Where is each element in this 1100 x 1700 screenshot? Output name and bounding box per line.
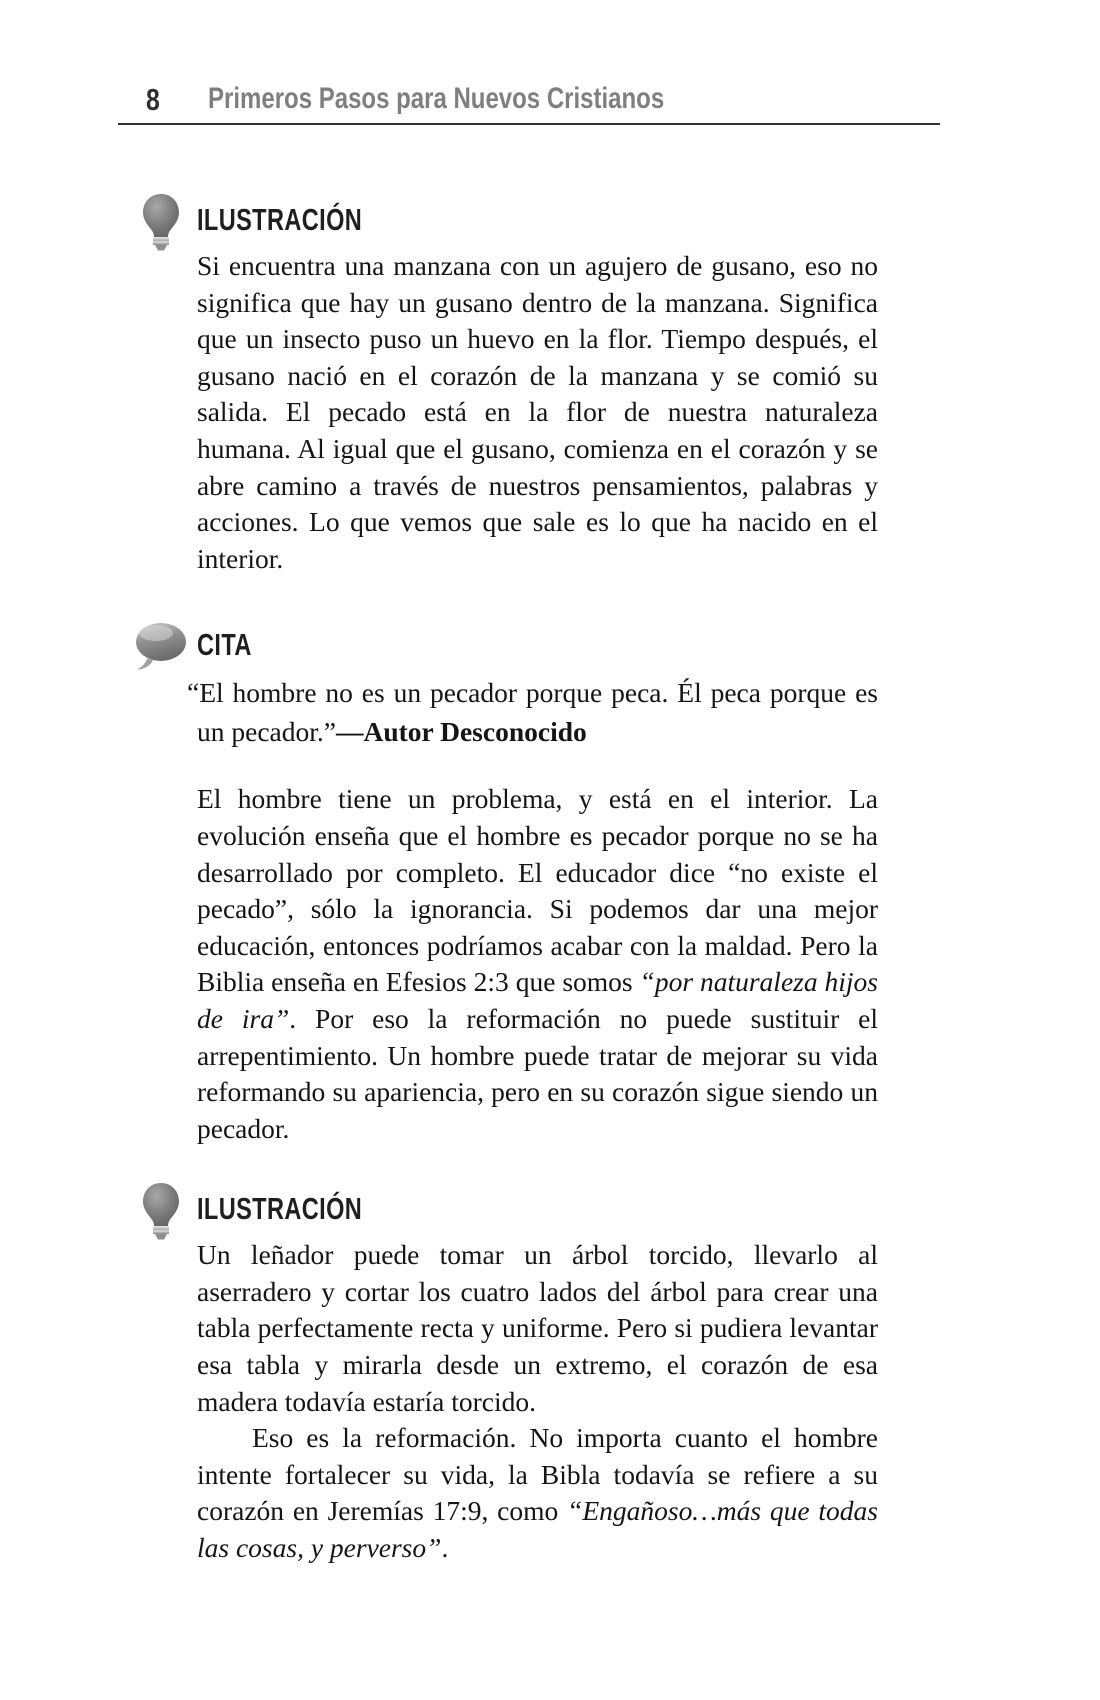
cita-quote-text: “El hombre no es un pecador porque peca. Él peca porque es un pecador.” bbox=[187, 677, 878, 748]
lightbulb-icon bbox=[141, 192, 181, 259]
lightbulb-icon bbox=[141, 1181, 181, 1248]
reformation-paragraph bbox=[197, 781, 878, 1147]
cita-section bbox=[187, 627, 878, 751]
illustration-2-heading-row bbox=[197, 1191, 878, 1231]
running-header bbox=[0, 82, 1100, 126]
cita-heading-row bbox=[197, 627, 878, 667]
illustration-1-heading: ILUSTRACIÓN bbox=[197, 202, 363, 237]
illustration-2-para2-text: Eso es la reformación. No importa cuanto el hombre intente fortalecer su vida, la Bibla todavía se refiere a su corazón en Jeremías 17:9, como bbox=[197, 1422, 878, 1527]
reformation-scripture-italic: “por naturaleza hijos de ira” bbox=[197, 966, 879, 1034]
illustration-section-1 bbox=[197, 202, 878, 577]
cita-attribution: —Autor Desconocido bbox=[335, 716, 587, 748]
header-rule bbox=[118, 123, 940, 125]
illustration-2-paragraph-2 bbox=[197, 1420, 878, 1566]
illustration-2-heading: ILUSTRACIÓN bbox=[197, 1191, 363, 1227]
illustration-1-heading-row bbox=[197, 202, 878, 242]
book-title: Primeros Pasos para Nuevos Cristianos bbox=[208, 82, 665, 115]
illustration-2-scripture-italic: “Engañoso…más que todas las cosas, y perverso” bbox=[197, 1495, 878, 1564]
cita-heading: CITA bbox=[197, 627, 252, 663]
illustration-1-paragraph: Si encuentra una manzana con un agujero de gusano, eso no significa que hay un gusano dentro de la manzana. Significa que un insecto puso un huevo en la flor. Tiempo después, el gusano nació en el corazón de la manzana y se comió su salida. El pecado está en la flor de nuestra naturaleza humana. Al igual que el gusano, comienza en el corazón y se abre camino a través de nuestros pensamientos, palabras y acciones. Lo que vemos que sale es lo que ha nacido en el interior. bbox=[197, 250, 878, 574]
page-content bbox=[187, 202, 879, 1567]
reformation-part1: El hombre tiene un problema, y está en el interior. La evolución enseña que el hombre es pecador porque no se ha desarrollado por completo. El educador dice “no existe el pecado”, sólo la ignorancia. Si podemos dar una mejor educación, entonces podríamos acabar con la maldad. Pero la Biblia enseña en Efesios 2:3 que somos bbox=[197, 783, 878, 998]
illustration-2-para2-end: . bbox=[441, 1532, 449, 1564]
reformation-part2: . Por eso la reformación no puede sustituir el arrepentimiento. Un hombre puede tratar de mejorar su vida reformando su apariencia, pero en su corazón sigue siendo un pecador. bbox=[197, 1002, 878, 1144]
cita-quote bbox=[187, 673, 878, 751]
page-number: 8 bbox=[146, 82, 160, 117]
illustration-2-paragraph-1: Un leñador puede tomar un árbol torcido, llevarlo al aserradero y cortar los cuatro lados del árbol para crear una tabla perfectamente recta y uniforme. Pero si pudiera levantar esa tabla y mirarla desde un extremo, el corazón de esa madera todavía estaría torcido. bbox=[197, 1239, 878, 1417]
speech-bubble-icon bbox=[131, 621, 189, 678]
illustration-section-2 bbox=[197, 1191, 878, 1566]
